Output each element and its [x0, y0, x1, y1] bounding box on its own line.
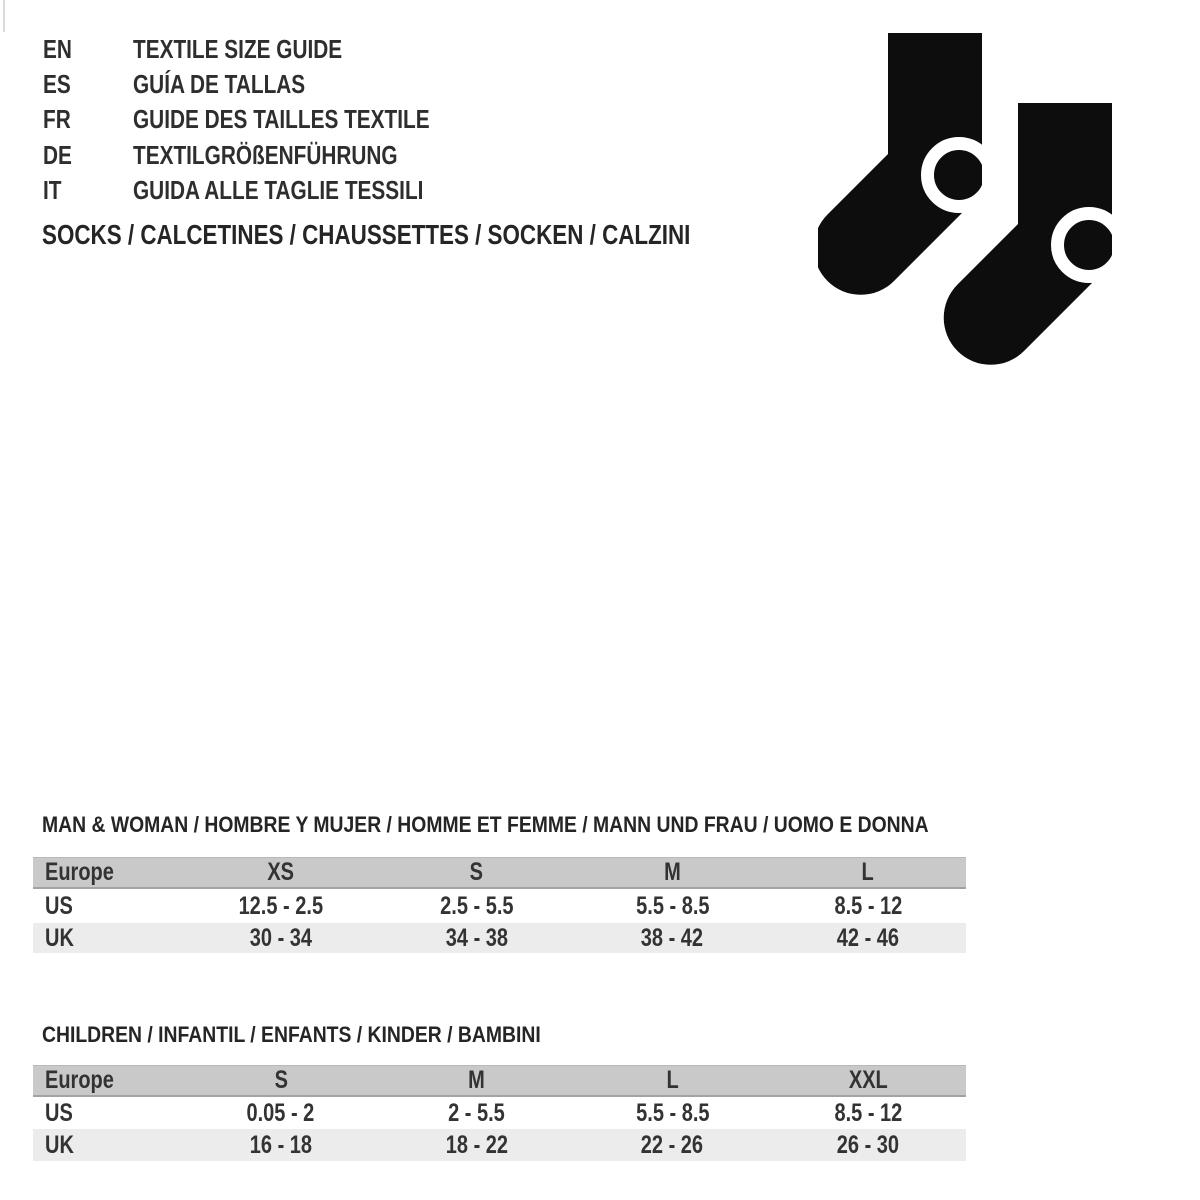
- size-value: 26 - 30: [836, 1130, 900, 1159]
- header-cell-size: [575, 1066, 771, 1095]
- table-header-row: [33, 857, 966, 889]
- size-value: 5.5 - 8.5: [635, 1098, 710, 1127]
- row-label-cell: [33, 1131, 183, 1160]
- header-label: XS: [267, 858, 295, 886]
- language-code: IT: [43, 174, 62, 205]
- size-value: 2.5 - 5.5: [439, 891, 514, 920]
- size-value-cell: [183, 1099, 379, 1128]
- size-value-cell: [183, 892, 379, 921]
- size-value: 12.5 - 2.5: [238, 891, 324, 920]
- header-label: Europe: [45, 1066, 114, 1094]
- adults-table-title-wrap: [33, 812, 966, 838]
- size-value-cell: [379, 1099, 575, 1128]
- table-row-us: [33, 1097, 966, 1129]
- header-cell-size: [770, 1066, 966, 1095]
- header-label: XXL: [848, 1066, 888, 1094]
- row-label: UK: [45, 1130, 74, 1159]
- row-label: US: [45, 1098, 73, 1127]
- header-cell-size: [379, 1066, 575, 1095]
- size-value-cell: [183, 924, 379, 953]
- size-value-cell: [379, 1131, 575, 1160]
- header-cell-size: [379, 858, 575, 887]
- size-value: 8.5 - 12: [834, 891, 903, 920]
- header-label: L: [862, 858, 875, 886]
- size-value: 8.5 - 12: [834, 1098, 903, 1127]
- header-cell-size: [183, 1066, 379, 1095]
- header-label: M: [664, 858, 681, 886]
- row-label-cell: [33, 892, 183, 921]
- header-label: S: [469, 858, 484, 886]
- language-label: GUÍA DE TALLAS: [133, 69, 306, 100]
- table-row-us: [33, 889, 966, 923]
- sock-left: [818, 33, 991, 295]
- language-code: DE: [43, 139, 72, 170]
- children-section: [33, 1022, 966, 1161]
- category-heading-wrap: [42, 218, 853, 252]
- left-edge-artifact: [3, 0, 5, 32]
- size-value: 42 - 46: [836, 923, 900, 952]
- header-label: L: [666, 1066, 679, 1094]
- size-value-cell: [379, 924, 575, 953]
- language-row-de: [43, 138, 504, 173]
- table-header-row: [33, 1065, 966, 1097]
- size-value-cell: [770, 1131, 966, 1160]
- adults-size-table: [33, 857, 966, 953]
- size-value-cell: [770, 924, 966, 953]
- language-code: EN: [43, 34, 72, 65]
- language-label: TEXTILGRÖßENFÜHRUNG: [133, 139, 398, 170]
- language-label: GUIDE DES TAILLES TEXTILE: [133, 104, 430, 135]
- row-label: UK: [45, 923, 74, 952]
- adults-section: [33, 812, 966, 953]
- language-code: ES: [43, 69, 71, 100]
- header-label: S: [274, 1066, 288, 1094]
- size-value: 22 - 26: [641, 1130, 704, 1159]
- size-value-cell: [183, 1131, 379, 1160]
- language-code: FR: [43, 104, 71, 135]
- adults-table-title: MAN & WOMAN / HOMBRE Y MUJER / HOMME ET FEMME / MANN UND FRAU / UOMO E DONNA: [42, 812, 929, 837]
- language-label: TEXTILE SIZE GUIDE: [133, 34, 343, 65]
- size-value: 30 - 34: [249, 923, 313, 952]
- size-value-cell: [575, 892, 771, 921]
- header-cell-region: [33, 1066, 183, 1095]
- table-row-uk: [33, 1129, 966, 1161]
- size-value: 34 - 38: [445, 923, 508, 952]
- size-value-cell: [770, 1099, 966, 1128]
- size-value: 0.05 - 2: [246, 1098, 315, 1127]
- size-value: 2 - 5.5: [448, 1098, 505, 1127]
- size-value-cell: [575, 924, 771, 953]
- language-label: GUIDA ALLE TAGLIE TESSILI: [133, 174, 424, 205]
- size-value-cell: [575, 1099, 771, 1128]
- header-label: Europe: [45, 858, 114, 886]
- size-value-cell: [379, 892, 575, 921]
- size-value: 38 - 42: [641, 923, 704, 952]
- table-row-uk: [33, 923, 966, 953]
- header-cell-size: [770, 858, 966, 887]
- size-value: 5.5 - 8.5: [635, 891, 710, 920]
- language-row-fr: [43, 102, 504, 137]
- children-table-title: CHILDREN / INFANTIL / ENFANTS / KINDER / BAMBINI: [42, 1022, 541, 1047]
- category-heading: SOCKS / CALCETINES / CHAUSSETTES / SOCKEN / CALZINI: [42, 219, 691, 250]
- header-label: M: [468, 1066, 485, 1094]
- header-cell-size: [183, 858, 379, 887]
- row-label-cell: [33, 1099, 183, 1128]
- language-list: [43, 32, 504, 208]
- size-value-cell: [770, 892, 966, 921]
- children-size-table: [33, 1065, 966, 1161]
- children-table-title-wrap: [33, 1022, 966, 1048]
- size-value: 16 - 18: [249, 1130, 313, 1159]
- header-cell-size: [575, 858, 771, 887]
- socks-icon: [818, 30, 1118, 370]
- row-label-cell: [33, 924, 183, 953]
- header-cell-region: [33, 858, 183, 887]
- row-label: US: [45, 891, 73, 920]
- size-value-cell: [575, 1131, 771, 1160]
- language-row-it: [43, 173, 504, 208]
- size-value: 18 - 22: [445, 1130, 508, 1159]
- language-row-es: [43, 67, 504, 102]
- language-row-en: [43, 32, 504, 67]
